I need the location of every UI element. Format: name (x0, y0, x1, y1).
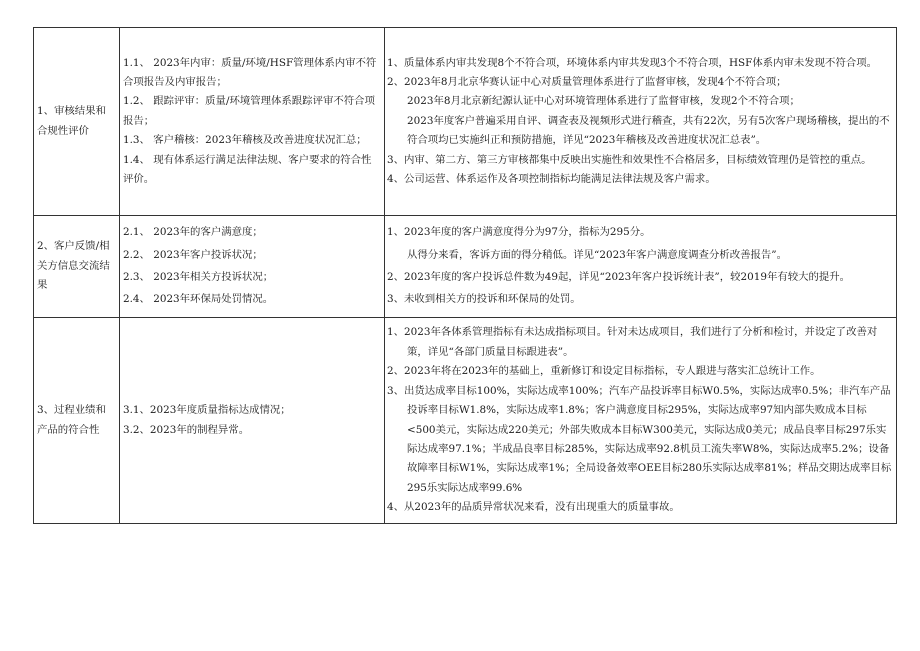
result-item: 3、出货达成率目标100%，实际达成率100%；汽车产品投诉率目标W0.5%，实际达成率0.5%；非汽车产品投诉率目标W1.8%，实际达成率1.8%；客户满意度目标295%，实际达成率97知内部失败成本目标<500美元，实际达成220美元；外部失败成本目标W300美元，实际达成0美元；成品良率目标297乐实际达成率97.1%；半成品良率目标285%，实际达成率92.8机员工流失率W8%，实际达成率5.2%；设备故障率目标W1%，实际达成率1%；全局设备效率OEE目标280乐实际达成率81%；样品交期达成率目标295乐实际达成率99.6% (387, 384, 892, 494)
result-item: 2、2023年8月北京华赛认证中心对质量管理体系进行了监督审核，发现4个不符合项； (387, 75, 787, 88)
plan-item: 2.4、 2023年环保局处罚情况。 (123, 293, 274, 306)
plan-item: 1.1、 2023年内审：质量/环境/HSF管理体系内审不符合项报告及内审报告； (123, 56, 377, 88)
result-item: 2023年8月北京新纪源认证中心对环境管理体系进行了监督审核，发现2个不符合项； (407, 95, 800, 108)
plan-item: 3.1、2023年度质量指标达成情况； (123, 404, 291, 417)
table-row (34, 216, 897, 318)
result-cell (385, 318, 897, 524)
plan-item: 2.3、 2023年相关方投诉状况； (123, 271, 274, 283)
plan-cell (120, 318, 385, 524)
table-row (34, 28, 897, 216)
table-row (34, 318, 897, 524)
plan-item: 1.4、 现有体系运行满足法律法规、客户要求的符合性评价。 (123, 153, 372, 186)
plan-item: 3.2、2023年的制程异常。 (123, 423, 250, 436)
result-item: 2023年度客户普遍采用自评、调查表及视频形式进行稽查，共有22次，另有5次客户现场稽核，提出的不符合项均已实施纠正和预防措施，详见“2023年稽核及改善进度状况汇总表”。 (407, 114, 890, 147)
management-review-table (33, 27, 897, 524)
plan-cell (120, 28, 385, 216)
result-item: 3、未收到相关方的投诉和环保局的处罚。 (387, 293, 581, 306)
result-item: 3、内审、第二方、第三方审核都集中反映出实施性和效果性不合格居多，目标绩效管理仍是管控的重点。 (387, 153, 872, 166)
result-item: 1、2023年各体系管理指标有未达成指标项目。针对未达成项目，我们进行了分析和检讨，并设定了改善对策，详见“各部门质量目标跟进表”。 (387, 326, 878, 358)
result-item: 1、质量体系内审共发现8个不符合项，环境体系内审共发现3个不符合项，HSF体系内审未发现不符合项。 (387, 56, 878, 69)
plan-item: 1.3、 客户稽核：2023年稽核及改善进度状况汇总； (123, 134, 367, 147)
plan-cell (120, 216, 385, 318)
plan-item: 1.2、 跟踪评审：质量/环境管理体系跟踪评审不符合项报告； (123, 95, 375, 127)
result-cell (385, 28, 897, 216)
result-cell (385, 216, 897, 318)
category-cell: 2、客户反馈/相关方信息交流结果 (34, 216, 120, 318)
category-cell: 3、过程业绩和产品的符合性 (34, 318, 120, 524)
result-item: 2、2023年度的客户投诉总件数为49起，详见“2023年客户投诉统计表”，较2019年有较大的提升。 (387, 271, 851, 283)
category-cell: 1、审核结果和合规性评价 (34, 28, 120, 216)
result-item: 4、公司运营、体系运作及各项控制指标均能满足法律法规及客户需求。 (387, 173, 716, 186)
result-item: 2、2023年将在2023年的基础上，重新修订和设定目标指标，专人跟进与落实汇总统计工作。 (387, 365, 821, 378)
result-item: 从得分来看，客诉方面的得分稍低。详见“2023年客户满意度调查分析改善报告”。 (407, 248, 787, 261)
plan-item: 2.1、 2023年的客户满意度； (123, 226, 263, 239)
result-item: 1、2023年度的客户满意度得分为97分，指标为295分。 (387, 226, 651, 239)
result-item: 4、从2023年的品质异常状况来看，没有出现重大的质量事故。 (387, 501, 680, 514)
plan-item: 2.2、 2023年客户投诉状况； (123, 248, 263, 261)
